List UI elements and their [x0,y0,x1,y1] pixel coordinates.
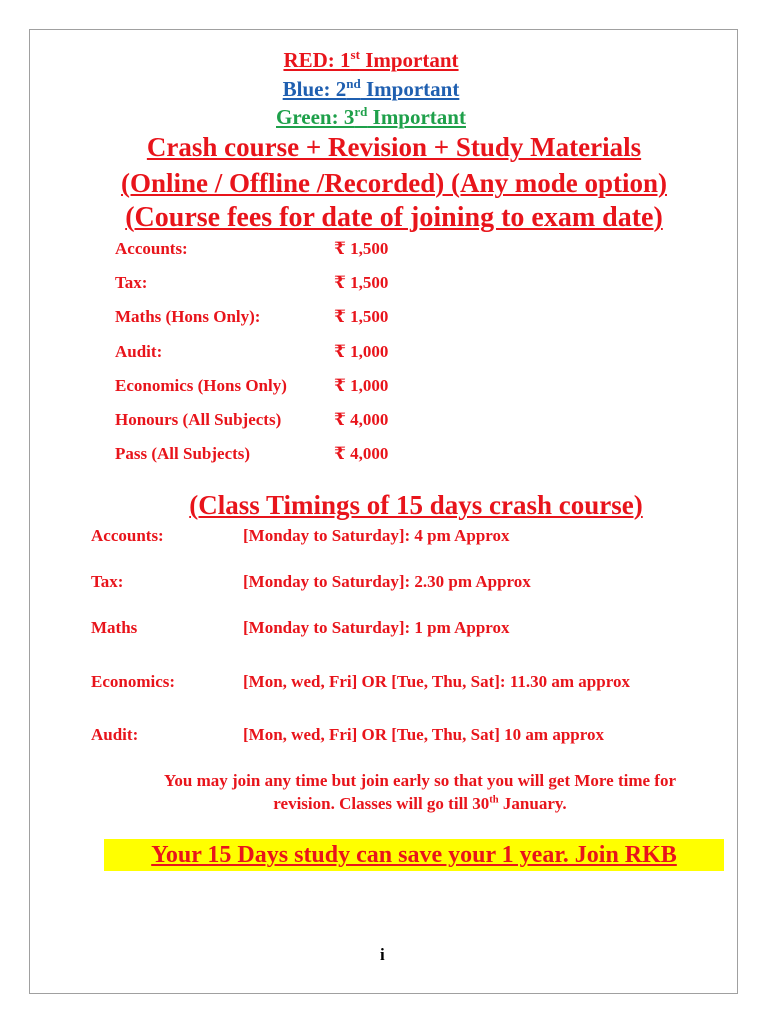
legend-red-prefix: RED: 1 [283,48,351,72]
legend-green-prefix: Green: 3 [276,105,355,129]
legend-blue-suffix: Important [360,77,460,101]
join-note-line2 [70,792,768,815]
join-note [70,769,768,815]
legend-red-sup: st [350,47,360,62]
promo-banner [104,839,724,871]
fee-amount: ₹ 4,000 [334,444,389,463]
join-note-line2-prefix: revision. Classes will go till 30 [273,794,490,813]
legend-green-sup: rd [354,104,368,119]
heading-crash-course [0,132,768,163]
timing-schedule: [Mon, wed, Fri] OR [Tue, Thu, Sat] 10 am approx [243,725,604,744]
fee-subject: Accounts: [115,239,188,258]
join-note-line2-suffix: January. [498,794,567,813]
page-number: i [380,945,385,964]
fee-subject: Maths (Hons Only): [115,307,261,326]
legend-blue [0,77,742,102]
fee-amount: ₹ 1,000 [334,342,389,361]
legend-green [0,105,742,130]
timings-heading [0,490,768,521]
legend-red-suffix: Important [359,48,459,72]
heading-mode-option [0,168,768,199]
heading-course-fees [0,202,768,234]
fee-amount: ₹ 1,500 [334,239,389,258]
heading-line1-text: Crash course + Revision + Study Materials [146,132,642,162]
legend-green-suffix: Important [367,105,466,129]
timing-subject: Economics: [91,672,176,691]
timing-subject: Audit: [91,725,139,744]
timing-schedule: [Monday to Saturday]: 1 pm Approx [243,618,510,637]
promo-banner-text: Your 15 Days study can save your 1 year. Join RKB [151,842,677,868]
timing-schedule: [Mon, wed, Fri] OR [Tue, Thu, Sat]: 11.30 am approx [243,672,630,691]
timing-subject: Accounts: [91,526,164,545]
fee-amount: ₹ 1,500 [334,273,389,292]
fee-subject: Economics (Hons Only) [115,376,287,395]
timing-subject: Maths [91,618,138,637]
heading-line2-text: (Online / Offline /Recorded) (Any mode option) [121,168,667,198]
timings-heading-text: (Class Timings of 15 days crash course) [189,490,643,520]
legend-blue-sup: nd [346,76,361,91]
fee-subject: Tax: [115,273,148,292]
fee-amount: ₹ 4,000 [334,410,389,429]
legend-red [0,48,742,73]
fee-subject: Audit: [115,342,163,361]
timing-subject: Tax: [91,572,124,591]
join-note-line2-sup: th [489,794,499,806]
fee-amount: ₹ 1,000 [334,376,389,395]
fee-subject: Pass (All Subjects) [115,444,251,463]
fee-amount: ₹ 1,500 [334,307,389,326]
timing-schedule: [Monday to Saturday]: 2.30 pm Approx [243,572,531,591]
legend-blue-prefix: Blue: 2 [282,77,347,101]
join-note-line1: You may join any time but join early so that you will get More time for [164,771,676,790]
heading-line3-text: (Course fees for date of joining to exam date) [125,202,663,233]
timing-schedule: [Monday to Saturday]: 4 pm Approx [243,526,510,545]
fee-subject: Honours (All Subjects) [115,410,282,429]
